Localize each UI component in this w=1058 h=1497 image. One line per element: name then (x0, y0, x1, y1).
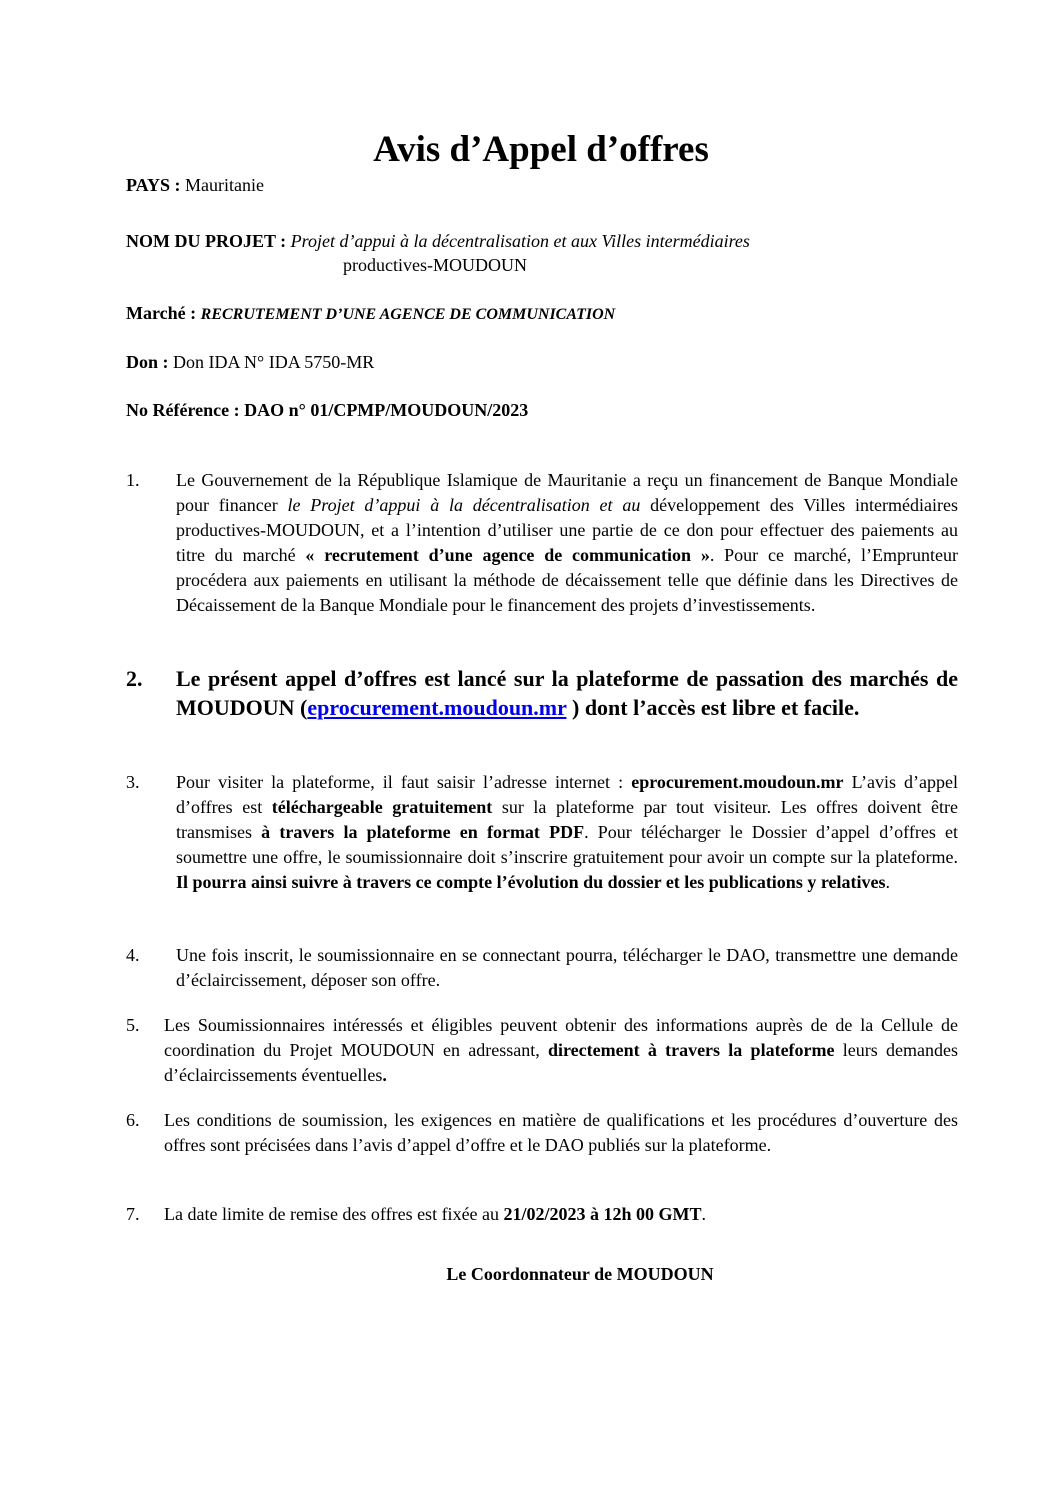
text-run-bold: téléchargeable gratuitement (271, 797, 493, 817)
text-run: Les Soumissionnaires intéressés et éligibles peuvent obtenir des informations auprès de de la Cellule de coordination du Projet MOUDOUN en adressant, (164, 1015, 958, 1060)
deadline-bold: 21/02/2023 à 12h 00 GMT (503, 1204, 702, 1224)
text-run-bold: directement à travers la plateforme (547, 1040, 835, 1060)
signature: Le Coordonnateur de MOUDOUN (446, 1264, 714, 1284)
text-run-bold: . (382, 1065, 387, 1085)
project-name-italic: le Projet d’appui à la décentralisation et au (287, 495, 641, 515)
paragraph-number: 2. (126, 666, 143, 691)
paragraph-7 (126, 1202, 958, 1227)
paragraph-4 (126, 943, 958, 993)
grant-line (126, 350, 956, 374)
text-run: Le présent appel d’offres est lancé sur la plateforme de passation des marchés de MOUDOUN ( (176, 666, 958, 720)
paragraph-6 (126, 1108, 958, 1158)
text-run: leurs demandes d’éclaircissements éventuelles (164, 1040, 958, 1085)
text-run: Le Gouvernement de la République Islamique de Mauritanie a reçu un financement de Banque Mondiale pour financer (176, 470, 958, 515)
country-value: Mauritanie (185, 175, 264, 195)
text-run: L’avis d’appel d’offres est (176, 772, 959, 817)
text-run-bold: Il pourra ainsi suivre à travers ce compte l’évolution du dossier et les publications y relatives (176, 872, 886, 892)
platform-address-bold: eprocurement.moudoun.mr (631, 772, 844, 792)
paragraph-number: 7. (126, 1204, 140, 1224)
paragraph-number: 4. (126, 945, 140, 965)
project-value-line1: Projet d’appui à la décentralisation et aux Villes intermédiaires (290, 231, 750, 251)
country-line (126, 173, 956, 197)
paragraph-number: 1. (126, 470, 140, 490)
page-title: Avis d’Appel d’offres (373, 129, 709, 170)
text-run: Pour visiter la plateforme, il faut saisir l’adresse internet : (176, 772, 632, 792)
text-run: . Pour ce marché, l’Emprunteur procédera aux paiements en utilisant la méthode de décaissement telle que définie dans les Directives de Décaissement de la Banque Mondiale pour le financement des projets d’investissements. (176, 545, 959, 615)
paragraph-text (164, 1202, 958, 1227)
text-run: développement des Villes intermédiaires productives-MOUDOUN, et a l’intention d’utiliser une partie de ce don pour effectuer des paiements au titre du marché (176, 495, 958, 565)
paragraph-text (164, 1013, 958, 1088)
paragraph-number: 6. (126, 1110, 140, 1130)
project-label: NOM DU PROJET : (126, 231, 287, 251)
market-label: Marché : (126, 303, 197, 323)
text-run: . (885, 872, 890, 892)
paragraph-number: 3. (126, 772, 140, 792)
market-line (126, 301, 956, 327)
market-name-bold: « recrutement d’une agence de communication » (305, 545, 710, 565)
reference-line: No Référence : DAO n° 01/CPMP/MOUDOUN/2023 (126, 400, 529, 420)
paragraph-text: Les conditions de soumission, les exigences en matière de qualifications et les procédures d’ouverture des offres sont précisées dans l’avis d’appel d’offre et le DAO publiés sur la plateforme. (164, 1110, 958, 1155)
text-run: . Pour télécharger le Dossier d’appel d’offres et soumettre une offre, le soumissionnaire doit s’inscrire gratuitement pour avoir un compte sur la plateforme. (176, 822, 958, 867)
text-run-bold: à travers la plateforme en format PDF (261, 822, 585, 842)
grant-label: Don : (126, 352, 169, 372)
text-run: . (701, 1204, 707, 1224)
paragraph-text (176, 770, 958, 895)
text-run: ) dont l’accès est libre et facile. (566, 695, 860, 720)
country-label: PAYS : (126, 175, 181, 195)
paragraph-3 (126, 770, 958, 895)
grant-value: Don IDA N° IDA 5750-MR (173, 352, 375, 372)
paragraph-5 (126, 1013, 958, 1088)
text-run: sur la plateforme par tout visiteur. Les offres doivent être transmises (176, 797, 959, 842)
paragraph-text (176, 468, 958, 618)
project-line (126, 229, 956, 277)
paragraph-number: 5. (126, 1015, 140, 1035)
market-value: RECRUTEMENT D’UNE AGENCE DE COMMUNICATION (200, 306, 616, 323)
platform-link[interactable]: eprocurement.moudoun.mr (307, 695, 567, 720)
project-value-line2: productives-MOUDOUN (343, 255, 527, 275)
paragraph-text (176, 664, 958, 722)
paragraph-2 (126, 664, 958, 722)
paragraph-1 (126, 468, 958, 618)
text-run: La date limite de remise des offres est fixée au (164, 1204, 504, 1224)
paragraph-text: Une fois inscrit, le soumissionnaire en se connectant pourra, télécharger le DAO, transmettre une demande d’éclaircissement, déposer son offre. (176, 945, 958, 990)
